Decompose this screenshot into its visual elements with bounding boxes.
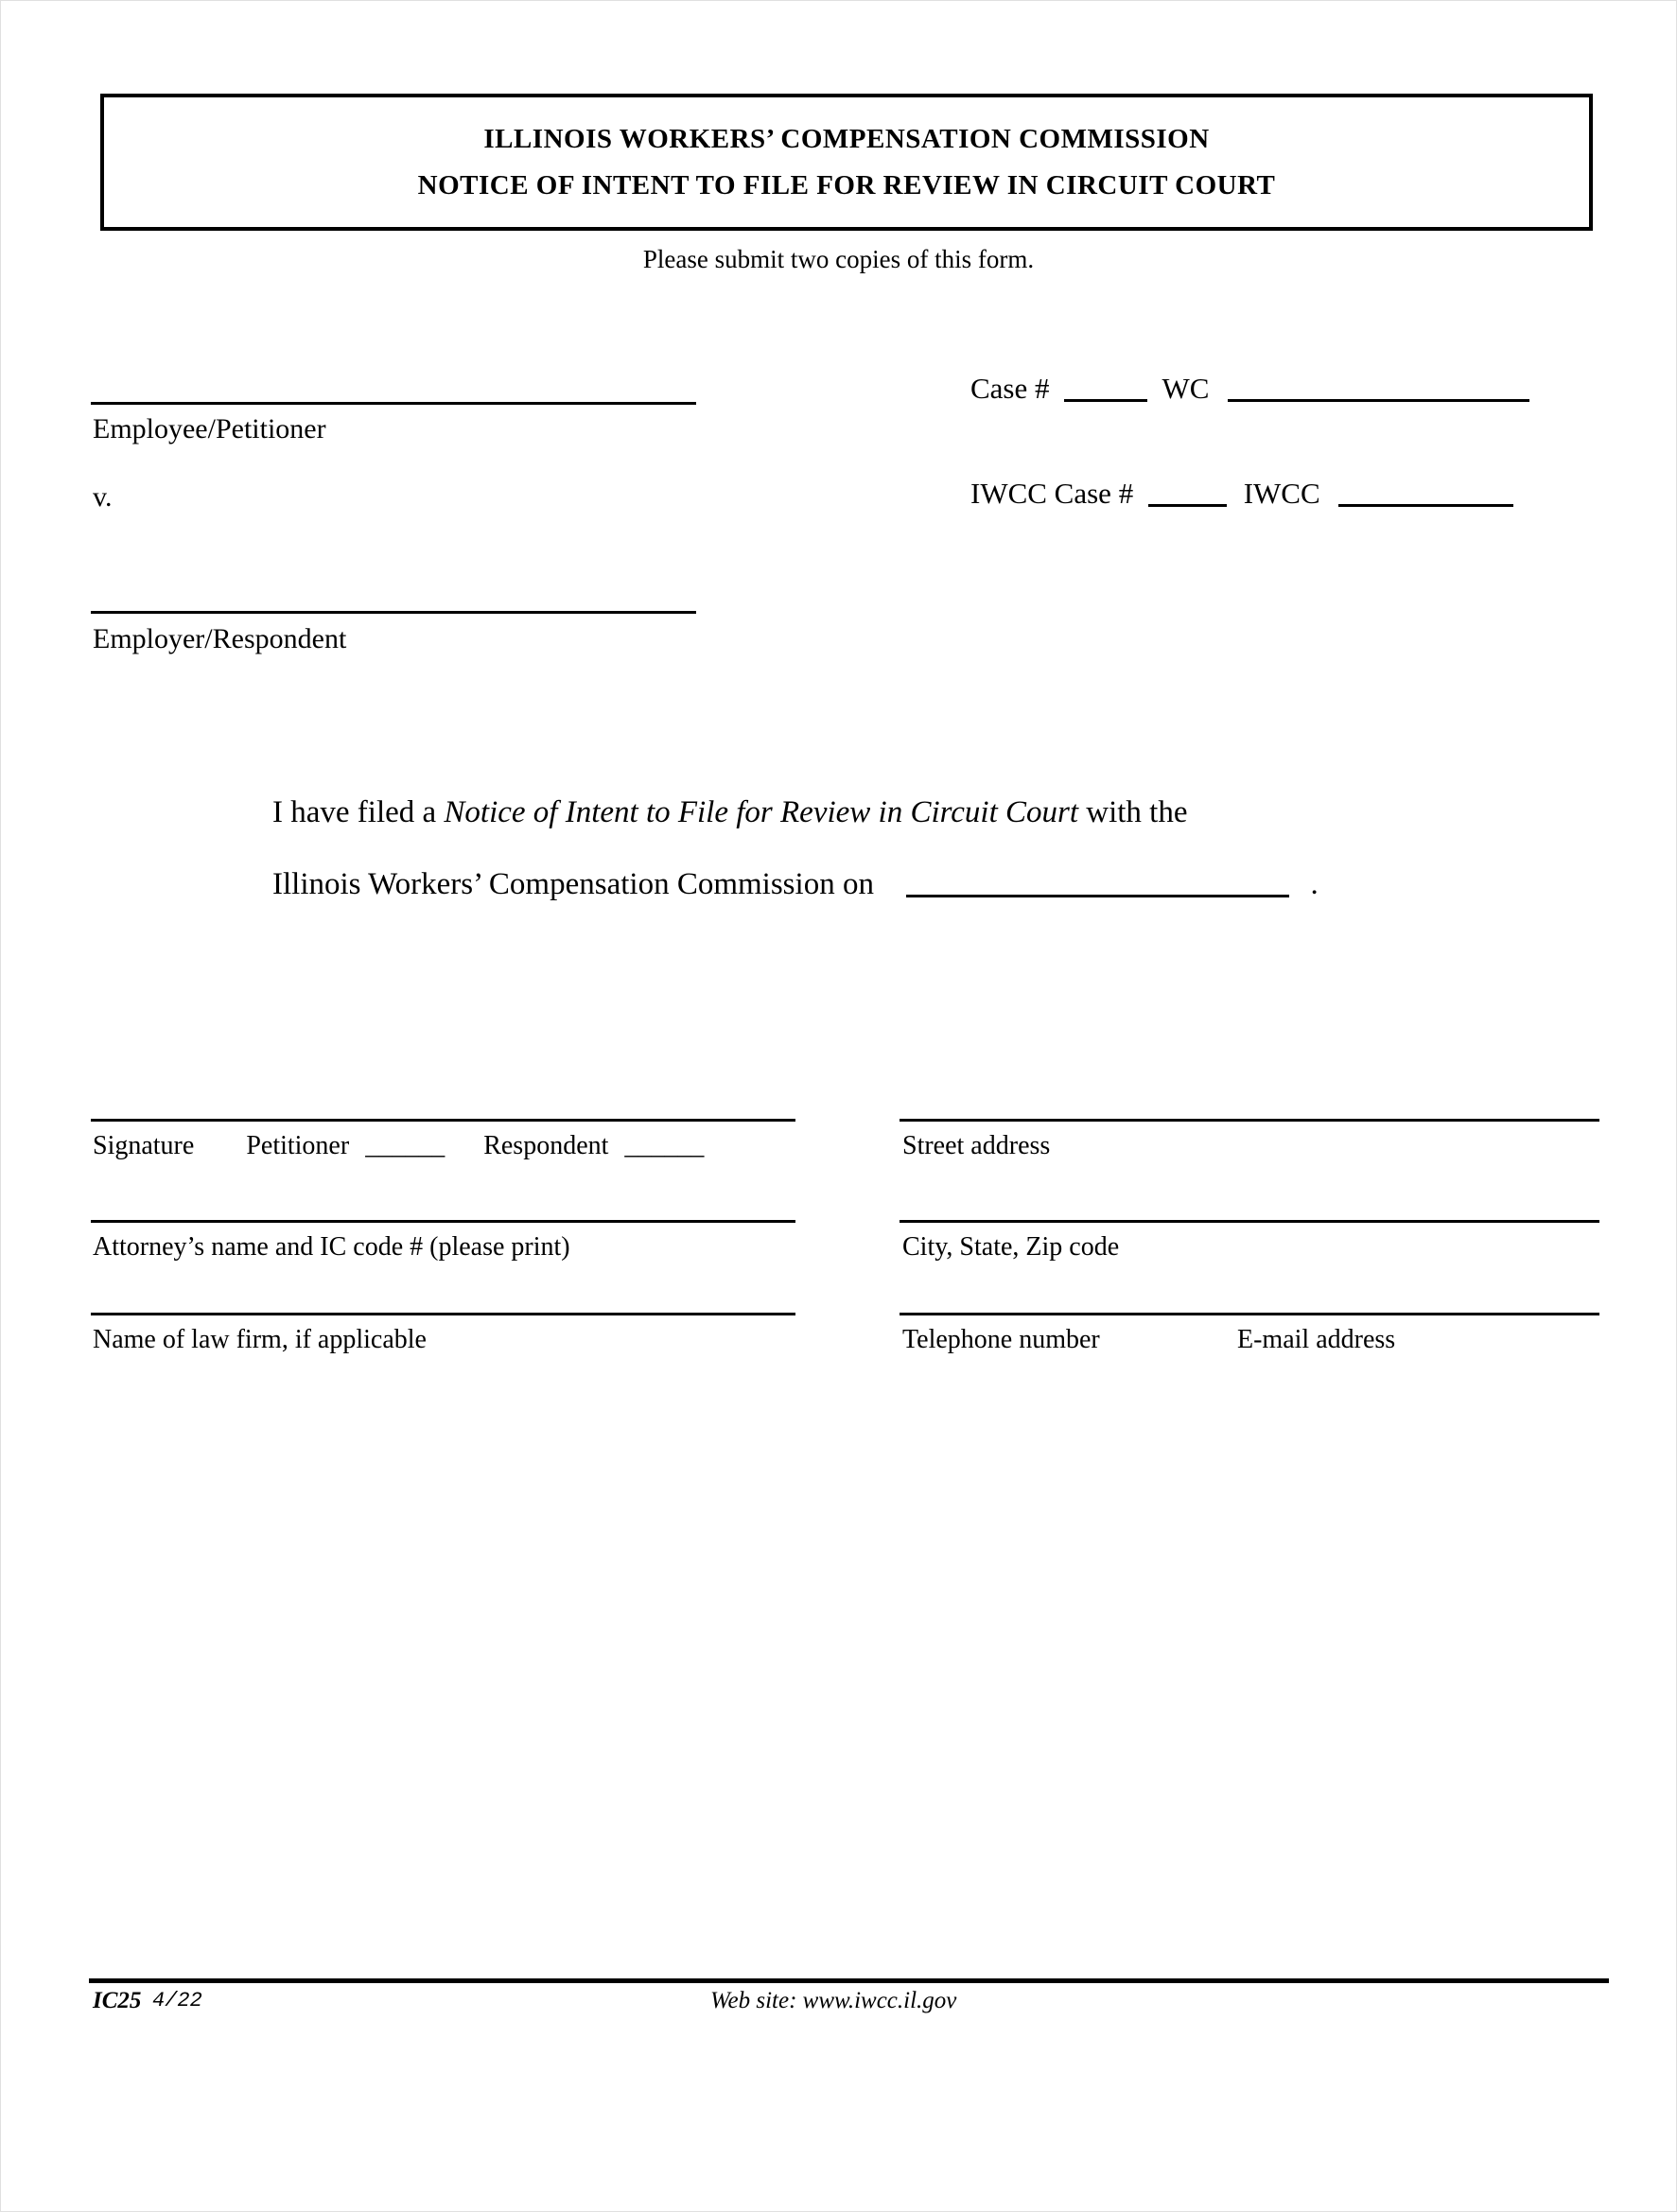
street-address-field[interactable] — [900, 1090, 1599, 1122]
form-revision: 4/22 — [152, 1989, 202, 2012]
website-text: Web site: www.iwcc.il.gov — [710, 1988, 957, 2013]
city-state-zip-label: City, State, Zip code — [902, 1232, 1120, 1262]
case-number-label: Case # — [970, 372, 1050, 405]
email-label: E-mail address — [1237, 1325, 1396, 1354]
attorney-name-field[interactable] — [91, 1192, 795, 1223]
statement-line2 — [272, 869, 1319, 900]
iwcc-case-year-field[interactable] — [1148, 500, 1227, 507]
employee-petitioner-field[interactable] — [91, 374, 696, 405]
signature-field[interactable] — [91, 1090, 795, 1122]
petitioner-label: Petitioner — [246, 1131, 350, 1160]
form-code: IC25 — [93, 1988, 142, 2013]
iwcc-case-number-label: IWCC Case # — [970, 477, 1134, 510]
statement-line2-period: . — [1310, 867, 1319, 901]
respondent-check-field[interactable]: ______ — [624, 1131, 705, 1160]
case-year-field[interactable] — [1064, 395, 1147, 402]
employer-respondent-label: Employer/Respondent — [93, 623, 347, 654]
statement-line1-pre: I have filed a — [272, 795, 445, 829]
footer-rule — [89, 1978, 1609, 1983]
city-state-zip-field[interactable] — [900, 1192, 1599, 1223]
iwcc-case-number-field[interactable] — [1338, 500, 1513, 507]
law-firm-field[interactable] — [91, 1284, 795, 1315]
form-title-line1: ILLINOIS WORKERS’ COMPENSATION COMMISSION — [483, 123, 1210, 154]
iwcc-mid-label: IWCC — [1243, 477, 1320, 510]
form-title-line2: NOTICE OF INTENT TO FILE FOR REVIEW IN CIRCUIT COURT — [417, 169, 1276, 200]
employer-respondent-field[interactable] — [91, 583, 696, 614]
telephone-label: Telephone number — [902, 1325, 1100, 1354]
attorney-name-label: Attorney’s name and IC code # (please print) — [93, 1232, 570, 1262]
statement-line1-post: with the — [1078, 795, 1188, 829]
petitioner-check-field[interactable]: ______ — [365, 1131, 445, 1160]
telephone-email-field[interactable] — [900, 1284, 1599, 1315]
case-wc-label: WC — [1162, 372, 1210, 405]
statement-line1 — [272, 797, 1188, 828]
statement-document-title: Notice of Intent to File for Review in Circuit Court — [444, 795, 1079, 829]
filing-date-field[interactable] — [906, 891, 1289, 897]
statement-line2-pre: Illinois Workers’ Compensation Commission on — [272, 867, 874, 901]
case-wc-number-field[interactable] — [1228, 395, 1529, 402]
respondent-label: Respondent — [483, 1131, 609, 1160]
iwcc-case-number-row — [970, 479, 1513, 508]
case-number-row — [970, 374, 1529, 403]
signature-label-row — [93, 1132, 704, 1161]
employee-petitioner-label: Employee/Petitioner — [93, 413, 326, 444]
law-firm-label: Name of law firm, if applicable — [93, 1325, 427, 1354]
signature-label: Signature — [93, 1131, 195, 1160]
header-title-box — [100, 94, 1593, 231]
submit-instruction: Please submit two copies of this form. — [642, 245, 1035, 273]
versus-label: v. — [93, 481, 113, 513]
street-address-label: Street address — [902, 1131, 1051, 1160]
